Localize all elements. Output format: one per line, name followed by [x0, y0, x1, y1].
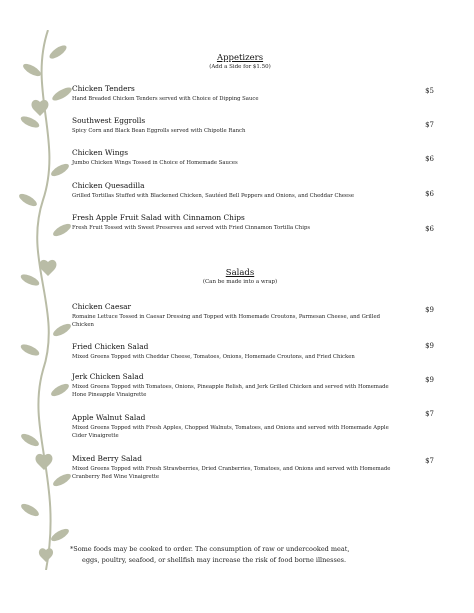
- item-name: Chicken Tenders: [72, 84, 135, 93]
- item-name: Southwest Eggrolls: [72, 116, 146, 125]
- item-description: Romaine Lettuce Tossed in Caesar Dressing and Topped with Homemade Croutons, Parmesan Cheese, and Grilled Chicken: [72, 314, 380, 328]
- item-name: Fresh Apple Fruit Salad with Cinnamon Chips: [72, 213, 245, 222]
- item-price: $7: [425, 410, 434, 418]
- item-name: Chicken Quesadilla: [72, 181, 145, 190]
- item-price: $7: [425, 457, 434, 465]
- decorative-vine-icon: [18, 30, 78, 570]
- menu-item: [72, 372, 402, 399]
- item-description: Mixed Greens Topped with Fresh Apples, Chopped Walnuts, Tomatoes, and Onions and served with Homemade Apple Cider Vinaigrette: [72, 425, 389, 439]
- menu-item: [72, 302, 402, 329]
- item-price: $7: [425, 121, 434, 129]
- footnote-line-1: *Some foods may be cooked to order. The consumption of raw or undercooked meat,: [70, 545, 350, 553]
- item-price: $6: [425, 225, 434, 233]
- item-description: Mixed Greens Topped with Cheddar Cheese, Tomatoes, Onions, Homemade Croutons, and Fried Chicken: [72, 354, 355, 360]
- menu-item: [72, 454, 402, 481]
- menu-item: [72, 148, 402, 167]
- item-price: $5: [425, 87, 434, 95]
- salads-subtitle: (Can be made into a wrap): [202, 279, 278, 285]
- menu-item: [72, 181, 402, 200]
- item-price: $6: [425, 190, 434, 198]
- item-price: $9: [425, 342, 434, 350]
- item-price: $9: [425, 306, 434, 314]
- item-description: Grilled Tortillas Stuffed with Blackened Chicken, Sautéed Bell Peppers and Onions, and Cheddar Cheese: [72, 193, 355, 199]
- appetizers-subtitle: (Add a Side for $1.50): [209, 64, 271, 70]
- item-description: Spicy Corn and Black Bean Eggrolls served with Chipotle Ranch: [72, 128, 246, 134]
- menu-item: [72, 342, 402, 361]
- item-name: Fried Chicken Salad: [72, 342, 149, 351]
- allergy-footnote: [70, 544, 400, 566]
- appetizers-title: Appetizers: [216, 53, 264, 63]
- menu-item: [72, 84, 402, 103]
- item-name: Jerk Chicken Salad: [72, 372, 144, 381]
- item-name: Mixed Berry Salad: [72, 454, 142, 463]
- item-name: Chicken Wings: [72, 148, 128, 157]
- salads-title: Salads: [225, 268, 255, 278]
- menu-item: [72, 413, 402, 440]
- menu-item: [72, 116, 402, 135]
- item-name: Chicken Caesar: [72, 302, 132, 311]
- item-description: Mixed Greens Topped with Fresh Strawberries, Dried Cranberries, Tomatoes, and Onions and served with Homemade Cranberry Red Wine Vinaigrette: [72, 466, 391, 480]
- item-price: $9: [425, 376, 434, 384]
- footnote-line-2: eggs, poultry, seafood, or shellfish may increase the risk of food borne illnesses.: [82, 556, 347, 564]
- item-price: $6: [425, 155, 434, 163]
- item-description: Mixed Greens Topped with Tomatoes, Onions, Pineapple Relish, and Jerk Grilled Chicken and served with Homemade Hone Pineapple Vinaigrette: [72, 384, 389, 398]
- item-description: Jumbo Chicken Wings Tossed in Choice of Homemade Sauces: [72, 160, 238, 166]
- item-description: Hand Breaded Chicken Tenders served with Choice of Dipping Sauce: [72, 96, 259, 102]
- item-name: Apple Walnut Salad: [72, 413, 146, 422]
- menu-item: [72, 213, 402, 232]
- item-description: Fresh Fruit Tossed with Sweet Preserves and served with Fried Cinnamon Tortilla Chips: [72, 225, 311, 231]
